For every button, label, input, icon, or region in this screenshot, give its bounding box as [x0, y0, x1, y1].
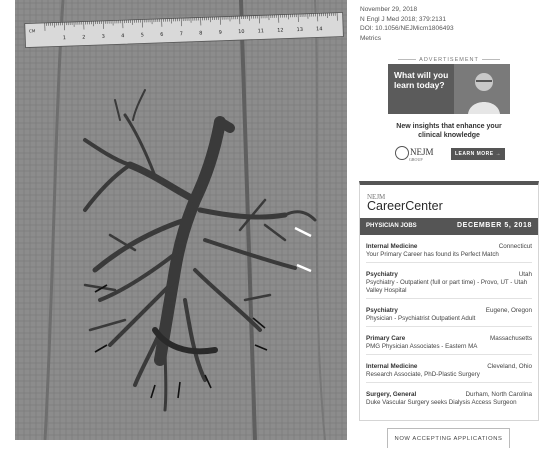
doi[interactable]: DOI: 10.1056/NEJMicm1806493 [360, 25, 454, 32]
job-location: Eugene, Oregon [485, 307, 532, 314]
job-listing[interactable] [366, 243, 532, 263]
ruler-unit: CM [28, 28, 36, 34]
job-description: Duke Vascular Surgery seeks Dialysis Access Surgeon [366, 399, 517, 406]
job-listing[interactable] [366, 307, 532, 327]
job-category: Internal Medicine [366, 243, 418, 250]
job-location: Massachusetts [490, 335, 532, 342]
job-category: Psychiatry [366, 271, 398, 278]
job-location: Cleveland, Ohio [487, 363, 532, 370]
job-description: Research Associate, PhD-Plastic Surgery [366, 371, 480, 378]
job-category: Primary Care [366, 335, 406, 342]
ad-headline: What will you learn today? [394, 70, 449, 90]
job-category: Psychiatry [366, 307, 398, 314]
ruler-number: 1 [62, 35, 67, 42]
ruler-number: 2 [82, 34, 86, 41]
ad-tagline: New insights that enhance your clinical knowledge [396, 123, 502, 139]
article-image[interactable] [15, 0, 347, 440]
ruler-number: 9 [218, 29, 222, 36]
job-description: Psychiatry - Outpatient (full or part time) - Provo, UT - Utah Valley Hospital [366, 279, 528, 294]
learn-more-button[interactable]: LEARN MORE → [451, 148, 505, 160]
career-center-widget [359, 181, 539, 421]
ruler-number: 6 [160, 31, 164, 38]
job-location: Durham, North Carolina [465, 391, 532, 398]
job-location: Connecticut [498, 243, 532, 250]
job-listing[interactable] [366, 271, 532, 299]
metrics-link[interactable]: Metrics [360, 34, 381, 42]
job-category: Surgery, General [366, 391, 417, 398]
publish-date: November 29, 2018 [360, 6, 418, 13]
now-accepting-applications-button[interactable]: NOW ACCEPTING APPLICATIONS [387, 428, 510, 448]
ruler-number: 11 [257, 28, 265, 35]
ruler-number: 5 [140, 32, 145, 39]
job-listing[interactable] [366, 363, 532, 383]
ruler-number: 13 [296, 26, 304, 34]
physician-jobs-header [360, 218, 538, 235]
job-listing[interactable] [366, 391, 532, 410]
nejm-group-logo: NEJM GROUP [395, 146, 435, 162]
advertisement-label: ADVERTISEMENT [388, 57, 510, 63]
ad-person-image [454, 64, 510, 114]
ruler-number: 3 [101, 33, 106, 40]
ruler-number: 14 [316, 26, 323, 33]
article-meta [360, 5, 550, 43]
citation: N Engl J Med 2018; 379:2131 [360, 15, 447, 23]
job-description: PMG Physician Associates - Eastern MA [366, 343, 478, 350]
job-category: Internal Medicine [366, 363, 418, 370]
ruler-number: 12 [277, 27, 284, 34]
career-center-logo[interactable]: NEJM CareerCenter [367, 193, 443, 213]
ruler-number: 10 [238, 28, 245, 36]
ad-banner[interactable] [388, 64, 510, 114]
job-listing[interactable] [366, 335, 532, 355]
ruler-number: 4 [121, 33, 125, 40]
job-description: Your Primary Career has found its Perfect Match [366, 251, 499, 258]
ruler-number: 7 [179, 31, 184, 38]
ruler-number: 8 [199, 30, 203, 37]
physician-jobs-label: PHYSICIAN JOBS [366, 223, 417, 229]
jobs-date: DECEMBER 5, 2018 [457, 222, 532, 229]
bronchial-cast-photo [15, 0, 347, 440]
job-location: Utah [518, 271, 532, 278]
job-description: Physician - Psychiatrist Outpatient Adult [366, 315, 476, 322]
